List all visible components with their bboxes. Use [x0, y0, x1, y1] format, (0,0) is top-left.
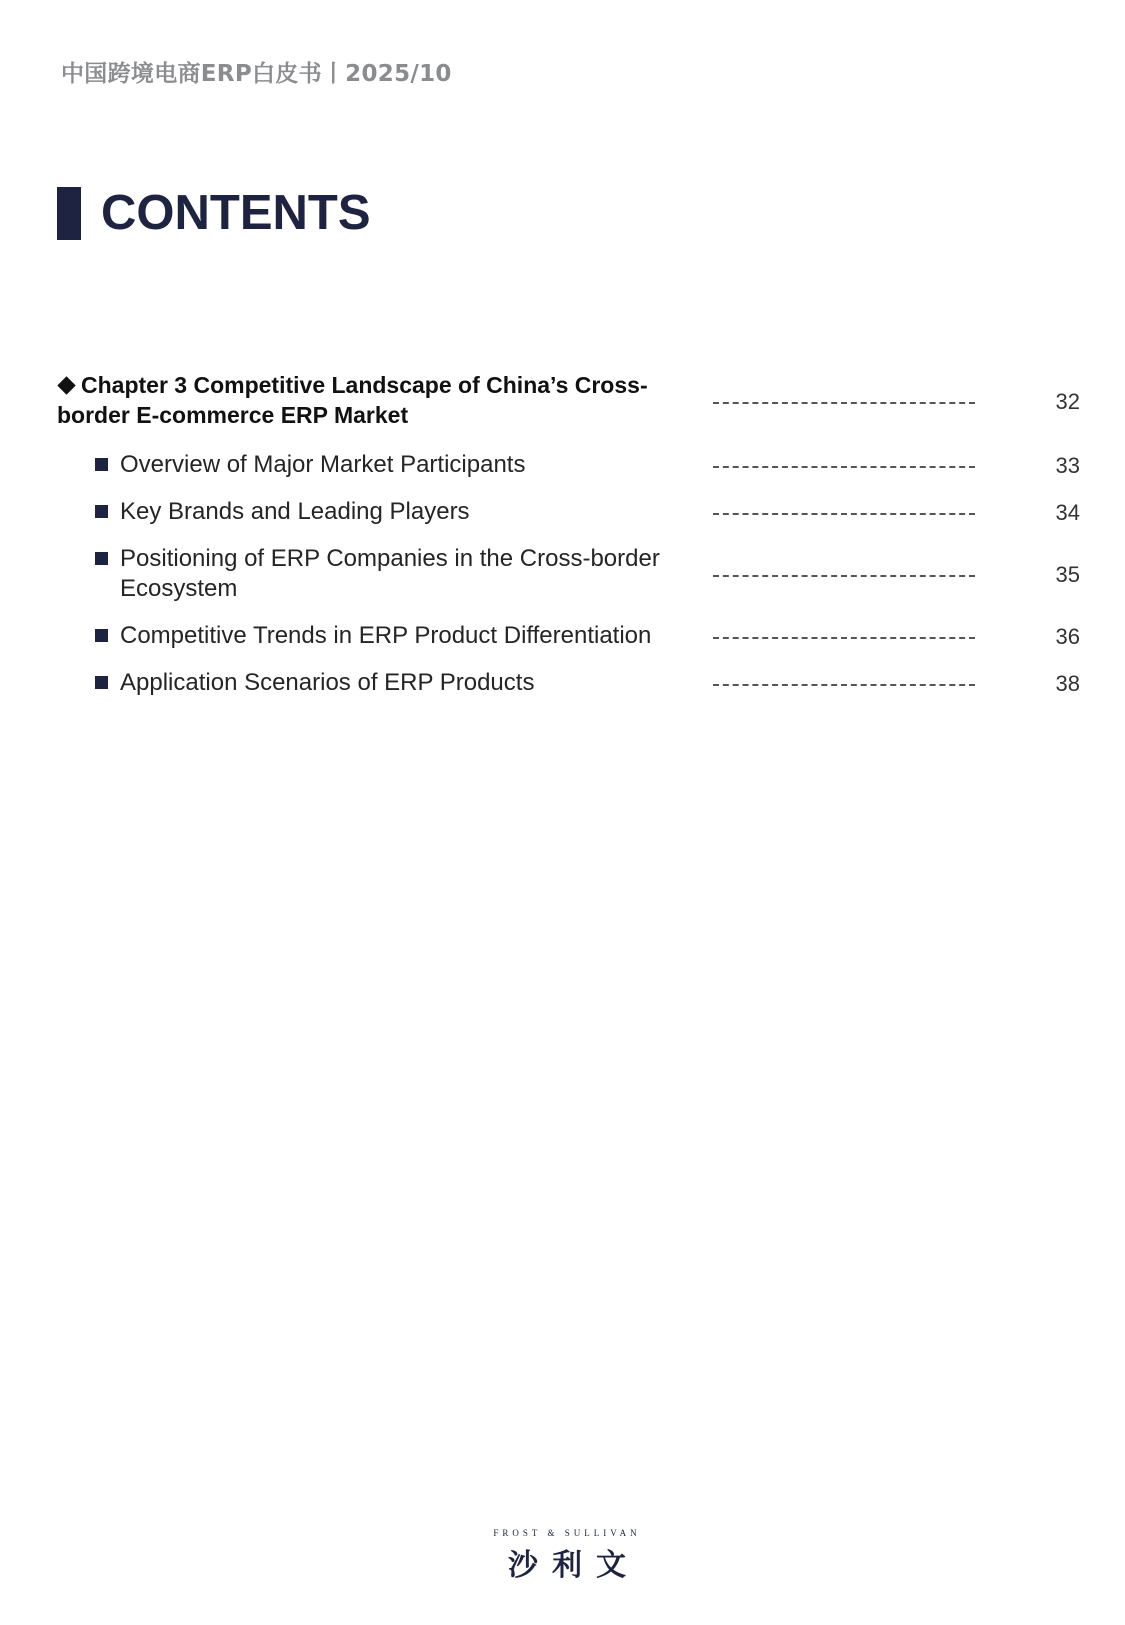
toc-chapter-label [57, 370, 677, 430]
toc-item-page: 38 [1055, 671, 1080, 696]
toc-chapter-text: Chapter 3 Competitive Landscape of China’s Cross-border E-commerce ERP Market [57, 372, 648, 428]
heading-accent-bar [57, 187, 81, 240]
toc-item-label: Overview of Major Market Participants [120, 451, 526, 478]
contents-title-text: CONTENTS [101, 186, 371, 240]
square-bullet-icon [95, 552, 108, 565]
toc-item-label: Competitive Trends in ERP Product Differentiation [120, 622, 652, 649]
contents-heading [57, 187, 371, 240]
logo-chinese-text: 沙利文 [508, 1548, 640, 1583]
toc-leader-dots [713, 513, 975, 515]
toc-leader-dots [713, 575, 975, 577]
document-header: 中国跨境电商ERP白皮书丨2025/10 [61, 61, 452, 87]
frost-sullivan-logo [488, 1528, 646, 1584]
toc-leader-dots [713, 466, 975, 468]
toc-item-label: Application Scenarios of ERP Products [120, 669, 535, 696]
toc-item-label: Key Brands and Leading Players [120, 498, 470, 525]
toc-chapter-page: 32 [1055, 389, 1080, 414]
toc-item-page: 36 [1055, 624, 1080, 649]
toc-leader-dots [713, 637, 975, 639]
square-bullet-icon [95, 629, 108, 642]
toc-leader-dots [713, 402, 975, 404]
square-bullet-icon [95, 458, 108, 471]
toc-item-label: Positioning of ERP Companies in the Cross-border Ecosystem [120, 545, 660, 602]
toc-item-page: 35 [1055, 562, 1080, 587]
square-bullet-icon [95, 676, 108, 689]
toc-item-page: 33 [1055, 453, 1080, 478]
square-bullet-icon [95, 505, 108, 518]
diamond-bullet-icon [57, 376, 75, 394]
logo-english-text: FROST & SULLIVAN [493, 1528, 641, 1538]
toc-leader-dots [713, 684, 975, 686]
toc-item-page: 34 [1055, 500, 1080, 525]
